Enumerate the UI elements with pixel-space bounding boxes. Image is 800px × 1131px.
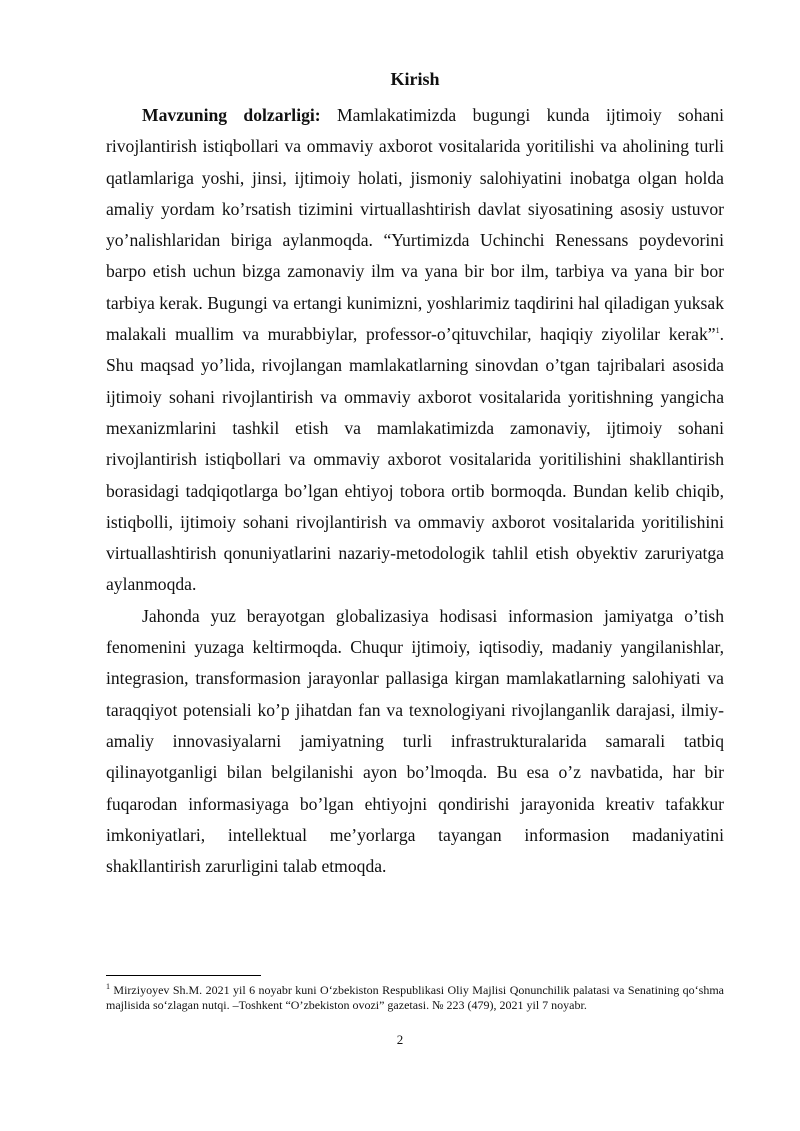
- footnote: [106, 979, 724, 1013]
- footnote-separator: [106, 975, 261, 976]
- relevance-lead: Mavzuning dolzarligi:: [142, 105, 321, 125]
- body-text: [106, 68, 724, 882]
- page-number: 2: [396, 1032, 404, 1047]
- footnote-reference[interactable]: 1: [715, 326, 720, 336]
- footnote-marker: 1: [106, 982, 110, 991]
- section-title: Kirish: [390, 69, 440, 89]
- footnote-text: Mirziyoyev Sh.M. 2021 yil 6 noyabr kuni O‘zbekiston Respublikasi Oliy Majlisi Qonunchilik palatasi va Senatining qo‘shma majlisida so‘zlagan nutqi. –Toshkent “O’zbekiston ovozi” gazetasi. № 223 (479), 2021 yil 7 noyabr.: [106, 983, 724, 1012]
- paragraph-1-text-a: Mamlakatimizda bugungi kunda ijtimoiy sohani rivojlantirish istiqbollari va ommaviy axborot vositalarida yoritilishi va aholining turli qatlamlariga yoshi, jinsi, ijtimoiy holati, jismoniy salohiyatini inobatga olgan holda amaliy yordam ko’rsatish tizimini virtuallashtirish davlat siyosatining asosiy ustuvor yo’nalishlaridan biriga aylanmoqda. “Yurtimizda Uchinchi Renessans poydevorini barpo etish uchun bizga zamonaviy ilm va yana bir bor ilm, tarbiya va yana bir bor tarbiya kerak. Bugungi va ertangi kunimizni, yoshlarimiz taqdirini hal qiladigan yuksak malakali muallim va murabbiylar, professor-o’qituvchilar, haqiqiy ziyolilar kerak”: [106, 105, 724, 345]
- paragraph-1-text-b: . Shu maqsad yo’lida, rivojlangan mamlakatlarning sinovdan o’tgan tajribalari asosida ijtimoiy sohani rivojlantirish va ommaviy axborot vositalarida yoritishning yangicha mexanizmlarini tashkil etish va mamlakatimizda zamonaviy, ijtimoiy sohani rivojlantirish istiqbollari va ommaviy axborot vositalarida yoritilishini shakllantirish borasidagi tadqiqotlarga bo’lgan ehtiyoj tobora ortib bormoqda. Bundan kelib chiqib, istiqbolli, ijtimoiy sohani rivojlantirish va ommaviy axborot vositalarida yoritilishini virtuallashtirish qonuniyatlarini nazariy-metodologik tahlil etish obyektiv zaruriyatga aylanmoqda.: [106, 324, 724, 595]
- paragraph-globalization: Jahonda yuz berayotgan globalizasiya hodisasi informasion jamiyatga o’tish fenomenini yuzaga keltirmoqda. Chuqur ijtimoiy, iqtisodiy, madaniy yangilanishlar, integrasion, transformasion jarayonlar pallasiga kirgan mamlakatlarning salohiyati va taraqqiyot potensiali ko’p jihatdan fan va texnologiyani rivojlanganlik darajasi, ilmiy-amaliy innovasiyalarni jamiyatning turli infrastrukturalarida samarali tatbiq qilinayotganligi bilan belgilanishi ayon bo’lmoqda. Bu esa o’z navbatida, har bir fuqarodan informasiyaga bo’lgan ehtiyojni qondirishi jarayonida kreativ tafakkur imkoniyatlari, intellektual me’yorlarga tayangan informasion madaniyatini shakllantirish zarurligini talab etmoqda.: [106, 605, 724, 877]
- paragraph-relevance: [106, 100, 724, 601]
